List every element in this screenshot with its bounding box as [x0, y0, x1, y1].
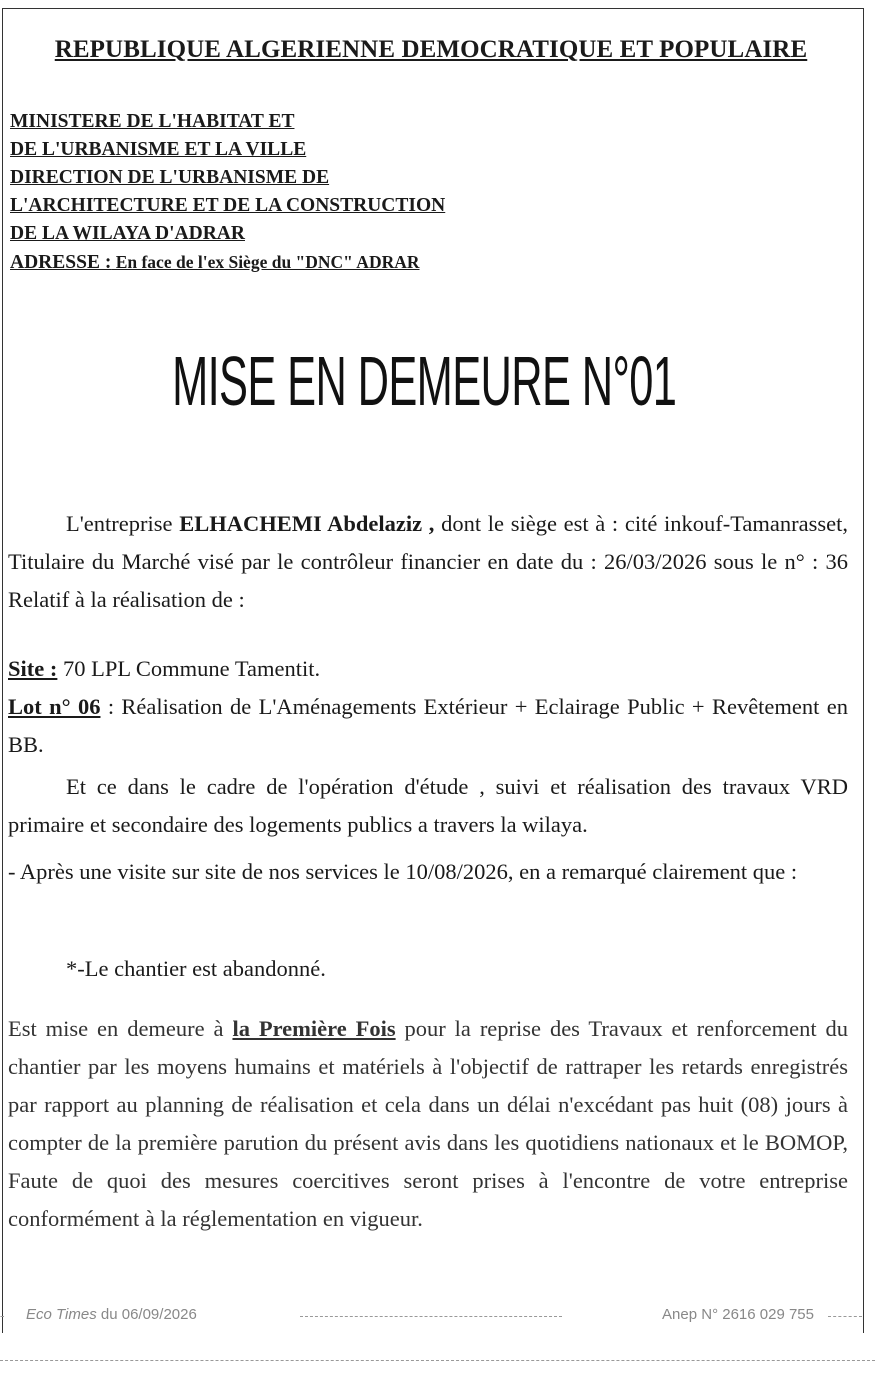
- site-lot-block: [8, 650, 848, 764]
- paragraph-company: [8, 505, 848, 619]
- footer-dash: [300, 1316, 562, 1317]
- ministry-line: L'ARCHITECTURE ET DE LA CONSTRUCTION: [10, 195, 446, 216]
- demand-rest: pour la reprise des Travaux et renforcement du chantier par les moyens humains et matériels à l'objectif de rattraper les retards enregistrés par rapport au planning de réalisation et cela dans un délai n'excédant pas huit (08) jours à compter de la première parution du présent avis dans les quotidiens nationaux et le BOMOP, Faute de quoi des mesures coercitives seront prises à l'encontre de votre entreprise conformément à la réglementation en vigueur.: [8, 1016, 848, 1231]
- ministry-line: MINISTERE DE L'HABITAT ET: [10, 111, 295, 132]
- paragraph-visit: - Après une visite sur site de nos services le 10/08/2026, en a remarqué clairement que :: [8, 859, 798, 884]
- bottom-rule: [0, 1360, 875, 1361]
- address-label: ADRESSE :: [10, 252, 112, 273]
- paragraph-demand: [8, 1010, 848, 1238]
- publication-date: du 06/09/2026: [96, 1306, 197, 1323]
- footer-dash: [828, 1316, 862, 1317]
- notice-title: MISE EN DEMEURE N°01: [172, 342, 677, 420]
- company-name: ELHACHEMI Abdelaziz ,: [179, 511, 435, 536]
- footer-dash: [0, 1316, 4, 1317]
- lot-label: Lot n° 06: [8, 694, 101, 719]
- demand-prefix: Est mise en demeure à: [8, 1016, 233, 1041]
- site-value: 70 LPL Commune Tamentit.: [57, 656, 321, 681]
- site-line: [8, 650, 848, 688]
- company-rest: dont le siège est à : cité inkouf-Tamanrasset, Titulaire du Marché visé par le contrôleur financier en date du : 26/03/2026 sous le n° : 36 Relatif à la réalisation de :: [8, 511, 849, 612]
- address-value: En face de l'ex Siège du "DNC" ADRAR: [111, 252, 420, 272]
- paragraph-operation: Et ce dans le cadre de l'opération d'étude , suivi et réalisation des travaux VRD primaire et secondaire des logements publics a travers la wilaya.: [8, 774, 848, 837]
- ministry-block: [10, 108, 445, 277]
- lot-line: [8, 688, 848, 764]
- observation-line: *-Le chantier est abandonné.: [66, 956, 326, 981]
- newspaper-name: Eco Times: [26, 1306, 97, 1323]
- anep-number: Anep N° 2616 029 755: [662, 1306, 814, 1323]
- company-prefix: L'entreprise: [66, 511, 180, 536]
- ministry-line: DE L'URBANISME ET LA VILLE: [10, 139, 307, 160]
- ministry-line: DIRECTION DE L'URBANISME DE: [10, 167, 330, 188]
- footer-publication: [26, 1306, 197, 1323]
- ministry-line: DE LA WILAYA D'ADRAR: [10, 223, 245, 244]
- demand-emphasis: la Première Fois: [232, 1016, 396, 1041]
- lot-value: : Réalisation de L'Aménagements Extérieur + Eclairage Public + Revêtement en BB.: [8, 694, 848, 757]
- address-line: [10, 248, 445, 277]
- republic-heading: REPUBLIQUE ALGERIENNE DEMOCRATIQUE ET POPULAIRE: [54, 36, 808, 63]
- site-label: Site :: [8, 656, 58, 681]
